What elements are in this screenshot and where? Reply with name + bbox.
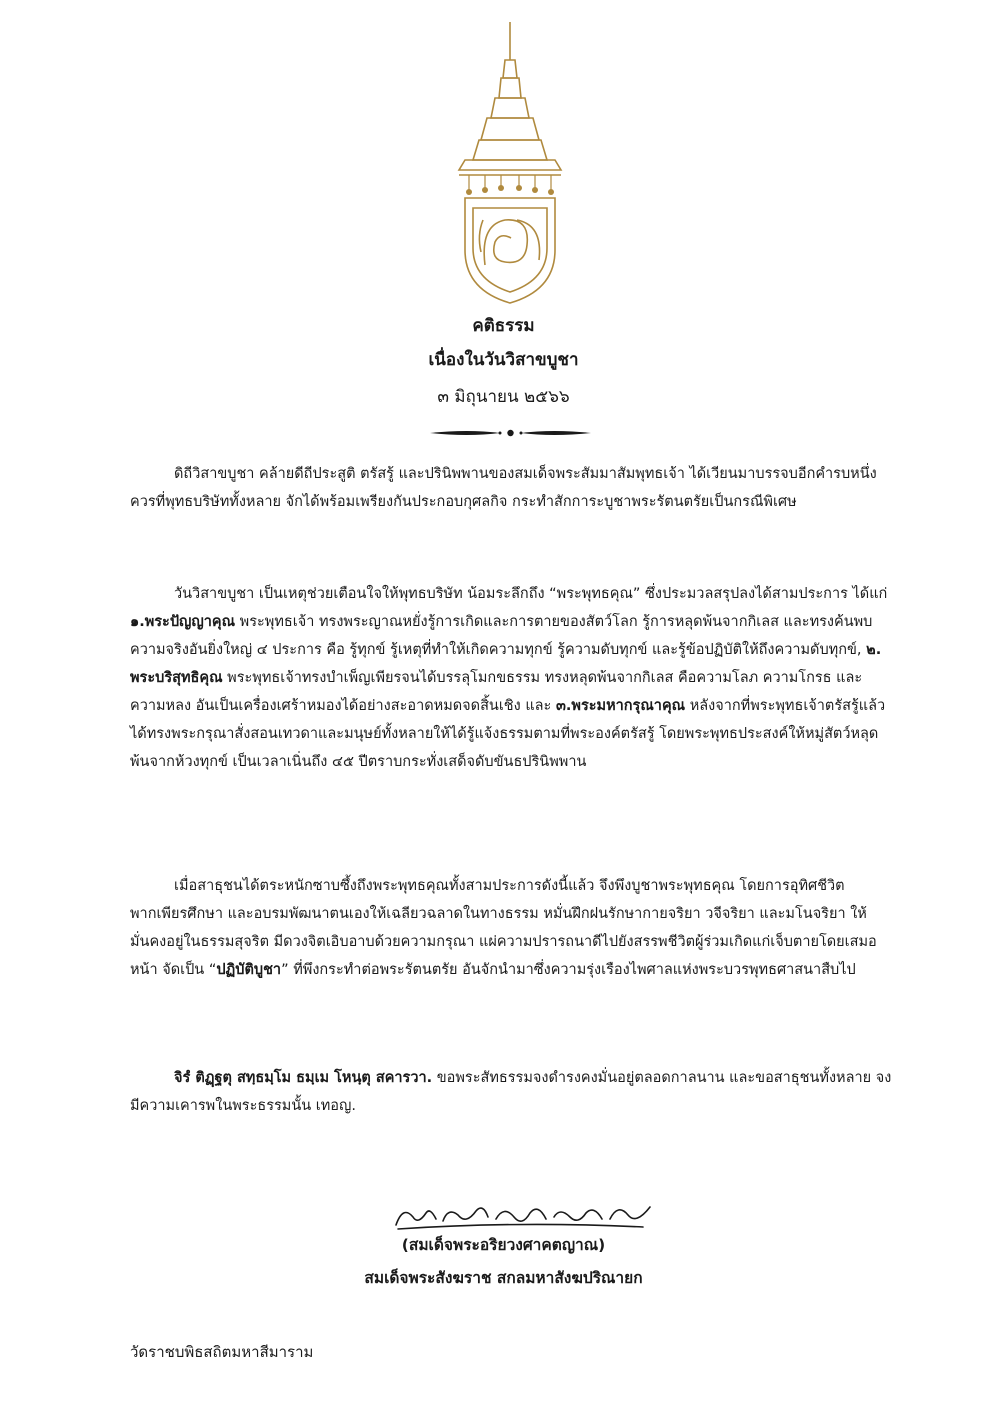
paragraph-blessing (130, 1064, 895, 1120)
ornamental-divider-icon (428, 425, 593, 441)
document-title: คติธรรม (472, 316, 535, 336)
pali-verse: จิรํ ติฏฺฐตุ สทฺธมฺโม ธมฺเม โหนฺตุ สคารวา. (174, 1070, 433, 1086)
virtue-wisdom: ๑.พระปัญญาคุณ (130, 614, 236, 630)
paragraph-practice (130, 872, 895, 984)
paragraph-text: พระพุทธเจ้า ทรงพระญาณหยั่งรู้การเกิดและการตายของสัตว์โลก รู้การหลุดพ้นจากกิเลส และทรงค้นพบความจริงอันยิ่งใหญ่ ๔ ประการ คือ รู้ทุกข์ รู้เหตุที่ทำให้เกิดความทุกข์ รู้ความดับทุกข์ และรู้ข้อปฏิบัติให้ถึงความดับทุกข์, (130, 614, 873, 658)
virtue-compassion: ๓.พระมหากรุณาคุณ (555, 698, 686, 714)
document-subtitle: เนื่องในวันวิสาขบูชา (428, 350, 579, 370)
document-date: ๓ มิถุนายน ๒๕๖๖ (437, 387, 570, 407)
temple-name: วัดราชบพิธสถิตมหาสีมาราม (130, 1343, 314, 1361)
signatory-name: (สมเด็จพระอริยวงศาคตญาณ) (401, 1236, 606, 1254)
paragraph-text: วันวิสาขบูชา เป็นเหตุช่วยเตือนใจให้พุทธบริษัท น้อมระลึกถึง “พระพุทธคุณ” ซึ่งประมวลสรุปลงได้สามประการ ได้แก่ (174, 586, 888, 602)
paragraph-buddha-virtues (130, 580, 895, 776)
royal-emblem-icon (455, 20, 565, 305)
virtue-purity: ๒. พระบริสุทธิคุณ (130, 642, 882, 686)
paragraph-text: ขอพระสัทธรรมจงดำรงคงมั่นอยู่ตลอดกาลนาน และขอสาธุชนทั้งหลาย จงมีความเคารพในพระธรรมนั้น เทอญ. (130, 1070, 892, 1114)
handwritten-signature-icon (388, 1195, 658, 1235)
practice-term: ปฏิบัติบูชา (216, 962, 282, 978)
paragraph-text: หลังจากที่พระพุทธเจ้าตรัสรู้แล้ว ได้ทรงพระกรุณาสั่งสอนเทวดาและมนุษย์ทั้งหลายให้ได้รู้แจ้งธรรมตามที่พระองค์ตรัสรู้ โดยพระพุทธประสงค์ให้หมู่สัตว์หลุดพ้นจากห้วงทุกข์ เป็นเวลาเนิ่นถึง ๔๕ ปีตราบกระทั่งเสด็จดับขันธปรินิพพาน (130, 698, 886, 770)
paragraph-text: ” ที่พึงกระทำต่อพระรัตนตรัย อันจักนำมาซึ่งความรุ่งเรืองไพศาลแห่งพระบวรพุทธศาสนาสืบไป (281, 962, 856, 978)
signatory-title: สมเด็จพระสังฆราช สกลมหาสังฆปริณายก (364, 1269, 643, 1287)
paragraph-intro: ดิถีวิสาขบูชา คล้ายดีถีประสูติ ตรัสรู้ และปรินิพพานของสมเด็จพระสัมมาสัมพุทธเจ้า ได้เวียนมาบรรจบอีกคำรบหนึ่ง ควรที่พุทธบริษัททั้งหลาย จักได้พร้อมเพรียงกันประกอบกุศลกิจ กระทำสักการะบูชาพระรัตนตรัยเป็นกรณีพิเศษ (130, 466, 877, 510)
paragraph-text: พระพุทธเจ้าทรงบำเพ็ญเพียรจนได้บรรลุโมกขธรรม ทรงหลุดพ้นจากกิเลส คือความโลภ ความโกรธ และความหลง อันเป็นเครื่องเศร้าหมองได้อย่างสะอาดหมดจดสิ้นเชิง และ (130, 670, 863, 714)
paragraph-text: เมื่อสาธุชนได้ตระหนักซาบซึ้งถึงพระพุทธคุณทั้งสามประการดังนี้แล้ว จึงพึงบูชาพระพุทธคุณ โดยการอุทิศชีวิตพากเพียรศึกษา และอบรมพัฒนาตนเองให้เฉลียวฉลาดในทางธรรม หมั่นฝึกฝนรักษากายจริยา วจีจริยา และมโนจริยา ให้มั่นคงอยู่ในธรรมสุจริต มีดวงจิตเอิบอาบด้วยความกรุณา แผ่ความปรารถนาดีไปยังสรรพชีวิตผู้ร่วมเกิดแก่เจ็บตายโดยเสมอหน้า จัดเป็น “ (130, 878, 877, 978)
